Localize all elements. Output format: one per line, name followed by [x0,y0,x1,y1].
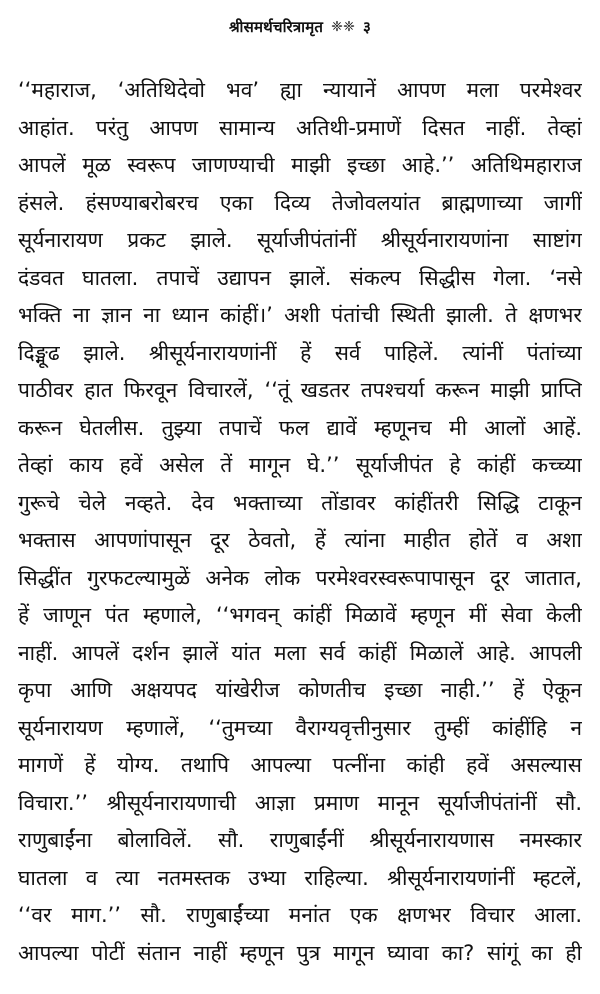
text-line: आपल्या पोटीं संतान नाहीं म्हणून पुत्र मागून घ्यावा का? सांगूं का ही [18,940,582,965]
text-line: सिद्धींत गुरफटल्यामुळें अनेक लोक परमेश्वरस्वरूपापासून दूर जातात, [18,565,582,590]
text-line: सूर्यनारायण म्हणालें, ‘‘तुमच्या वैराग्यवृत्तीनुसार तुम्हीं कांहींहि न [18,715,582,740]
body-text [18,72,582,972]
text-line: तेव्हां काय हवें असेल तें मागून घे.’’ सूर्याजीपंत हे कांहीं कच्च्या [18,453,582,477]
text-line: सूर्यनारायण प्रकट झाले. सूर्याजीपंतांनीं श्रीसूर्यनारायणांना साष्टांग [18,228,582,252]
page-number: ३ [363,18,372,36]
text-line: घातला व त्या नतमस्तक उभ्या राहिल्या. श्रीसूर्यनारायणांनीं म्हटलें, [18,865,582,890]
running-header [18,12,582,42]
text-line: विचारा.’’ श्रीसूर्यनारायणाची आज्ञा प्रमाण मानून सूर्याजीपंतांनीं सौ. [18,790,582,815]
text-line: ‘‘वर माग.’’ सौ. राणुबाईंच्या मनांत एक क्षणभर विचार आला. [18,903,582,927]
text-line: आपलें मूळ स्वरूप जाणण्याची माझी इच्छा आहे.’’ अतिथिमहाराज [18,153,582,177]
text-line: दिङ्मूढ झाले. श्रीसूर्यनारायणांनीं हें सर्व पाहिलें. त्यांनीं पंतांच्या [18,340,582,365]
text-line: राणुबाईंना बोलाविलें. सौ. राणुबाईंनीं श्रीसूर्यनारायणास नमस्कार [18,828,582,852]
book-title: श्रीसमर्थचरित्रामृत [228,18,324,36]
text-line: नाहीं. आपलें दर्शन झालें यांत मला सर्व कांहीं मिळालें आहे. आपली [18,640,582,665]
text-line: करून घेतलीस. तुझ्या तपाचें फल द्यावें म्हणूनच मी आलों आहें. [18,415,582,440]
text-line: हंसले. हंसण्याबरोबरच एका दिव्य तेजोवलयांत ब्राह्मणाच्या जागीं [18,190,582,215]
text-line: भक्ति ना ज्ञान ना ध्यान कांहीं।’ अशी पंतांची स्थिती झाली. ते क्षणभर [18,303,582,327]
text-line: हें जाणून पंत म्हणाले, ‘‘भगवन् कांहीं मिळावें म्हणून मीं सेवा केली [18,603,582,627]
text-line: ‘‘महाराज, ‘अतिथिदेवो भव’ ह्या न्यायानें आपण मला परमेश्वर [18,78,582,102]
text-line: गुरूचे चेले नव्हते. देव भक्ताच्या तोंडावर कांहींतरी सिद्धि टाकून [18,490,582,515]
text-line: मागणें हें योग्य. तथापि आपल्या पत्नींना कांही हवें असल्यास [18,753,582,777]
ornament-icon: ❈❈ [331,19,356,35]
text-line: भक्तास आपणांपासून दूर ठेवतो, हें त्यांना माहीत होतें व अशा [18,528,582,552]
text-line: कृपा आणि अक्षयपद यांखेरीज कोणतीच इच्छा नाही.’’ हें ऐकून [18,678,582,702]
text-line: दंडवत घातला. तपाचें उद्यापन झालें. संकल्प सिद्धीस गेला. ‘नसे [18,265,582,290]
text-line: आहांत. परंतु आपण सामान्य अतिथी-प्रमाणें दिसत नाहीं. तेव्हां [18,115,582,140]
text-line: पाठीवर हात फिरवून विचारलें, ‘‘तूं खडतर तपश्चर्या करून माझी प्राप्ति [18,378,582,402]
